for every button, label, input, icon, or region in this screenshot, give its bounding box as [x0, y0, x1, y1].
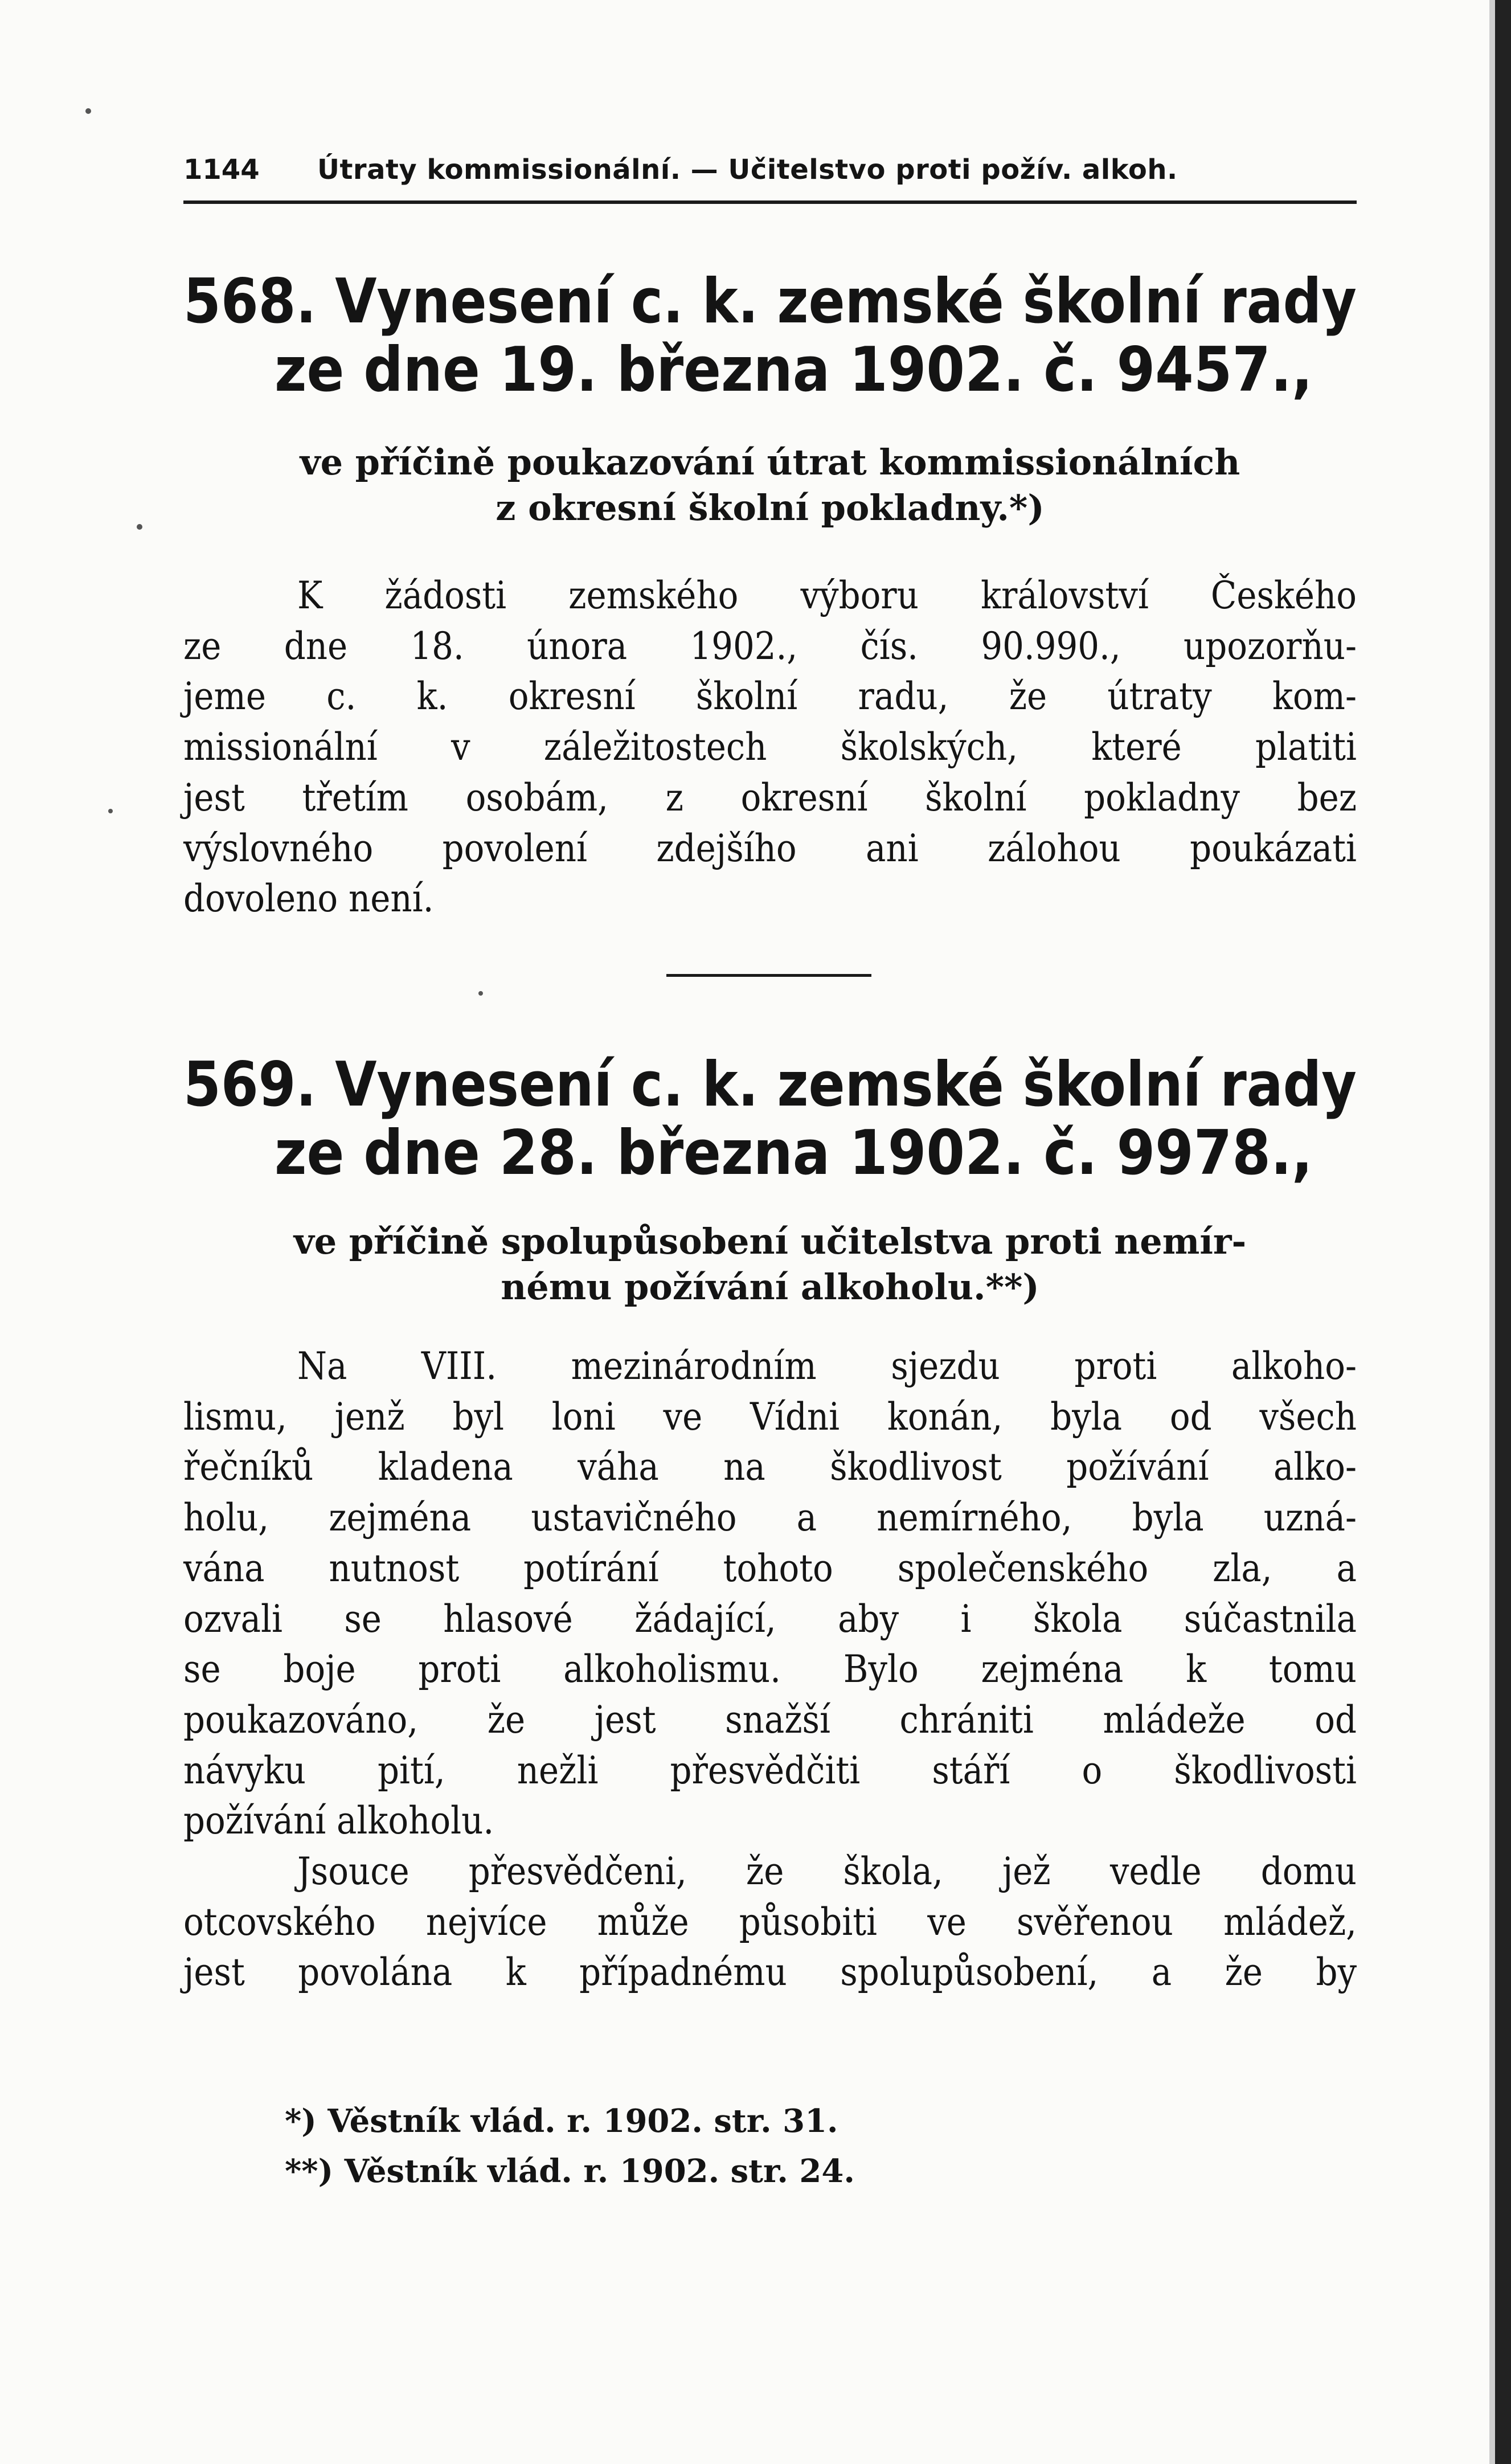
section-568-body — [183, 571, 1357, 924]
page-edge-shadow — [1489, 0, 1495, 2464]
section-separator — [666, 974, 871, 977]
section-569-title — [183, 1051, 1357, 1188]
page-number: 1144 — [183, 154, 260, 186]
section-569-title-line2: ze dne 28. března 1902. č. 9978., — [275, 1118, 1313, 1189]
section-568-line: ze dne 18. února 1902., čís. 90.990., upozorňu- — [183, 624, 1357, 668]
footnote: *) Věstník vlád. r. 1902. str. 31. — [285, 2102, 838, 2140]
running-header — [183, 154, 1357, 194]
section-569-body — [183, 1341, 1357, 1998]
footnote: **) Věstník vlád. r. 1902. str. 24. — [285, 2152, 855, 2190]
scan-border — [1495, 0, 1511, 2464]
section-569-line: Jsouce přesvědčeni, že škola, jež vedle domu — [297, 1849, 1357, 1894]
section-568-line: K žádosti zemského výboru království Českého — [297, 574, 1357, 617]
section-569-line: vána nutnost potírání tohoto společenského zla, a — [183, 1546, 1357, 1590]
section-569-line: návyku pití, nežli přesvědčiti stáří o škodlivosti — [183, 1748, 1357, 1792]
scan-speck — [108, 809, 113, 813]
section-569-line: požívání alkoholu. — [183, 1799, 494, 1843]
section-569-line: otcovského nejvíce může působiti ve svěřenou mládež, — [183, 1900, 1357, 1944]
section-568-line: jest třetím osobám, z okresní školní pokladny bez — [183, 775, 1357, 820]
section-568-line: výslovného povolení zdejšího ani zálohou poukázati — [183, 826, 1357, 870]
scan-speck — [85, 108, 91, 114]
section-568-title-line1: 568. Vynesení c. k. zemské školní rady — [183, 266, 1357, 337]
section-569-line: poukazováno, že jest snažší chrániti mládeže od — [183, 1697, 1357, 1742]
footnotes — [285, 2096, 1196, 2196]
section-568-title — [183, 268, 1357, 404]
section-568-subtitle — [183, 440, 1357, 531]
section-569-subtitle — [183, 1219, 1357, 1310]
section-569-line: Na VIII. mezinárodním sjezdu proti alkoho- — [297, 1344, 1357, 1388]
section-568-line: missionální v záležitostech školských, které platiti — [183, 725, 1357, 770]
section-569-subtitle-line2: nému požívání alkoholu.**) — [501, 1266, 1039, 1308]
section-568-title-line2: ze dne 19. března 1902. č. 9457., — [275, 334, 1313, 406]
scan-speck — [478, 991, 483, 996]
section-569-line: lismu, jenž byl loni ve Vídni konán, byla od všech — [183, 1394, 1357, 1439]
section-569-line: řečníků kladena váha na škodlivost požívání alko- — [183, 1445, 1357, 1489]
section-568-line: jeme c. k. okresní školní radu, že útraty kom- — [183, 674, 1357, 719]
section-568-subtitle-line2: z okresní školní pokladny.*) — [496, 487, 1045, 529]
section-569-line: jest povolána k případnému spolupůsobení, a že by — [183, 1950, 1357, 1995]
running-title: Útraty kommissionální. — Učitelstvo proti požív. alkoh. — [317, 154, 1178, 186]
section-569-line: ozvali se hlasové žádající, aby i škola súčastnila — [183, 1597, 1357, 1641]
section-569-subtitle-line1: ve příčině spolupůsobení učitelstva proti nemír- — [293, 1221, 1247, 1262]
scan-speck — [137, 524, 142, 530]
section-568-line: dovoleno není. — [183, 877, 434, 921]
header-rule — [183, 200, 1357, 204]
section-569-line: holu, zejména ustavičného a nemírného, byla uzná- — [183, 1496, 1357, 1540]
section-569-line: se boje proti alkoholismu. Bylo zejména k tomu — [183, 1647, 1357, 1692]
section-569-title-line1: 569. Vynesení c. k. zemské školní rady — [183, 1049, 1357, 1120]
section-568-subtitle-line1: ve příčině poukazování útrat kommissionálních — [300, 441, 1240, 483]
